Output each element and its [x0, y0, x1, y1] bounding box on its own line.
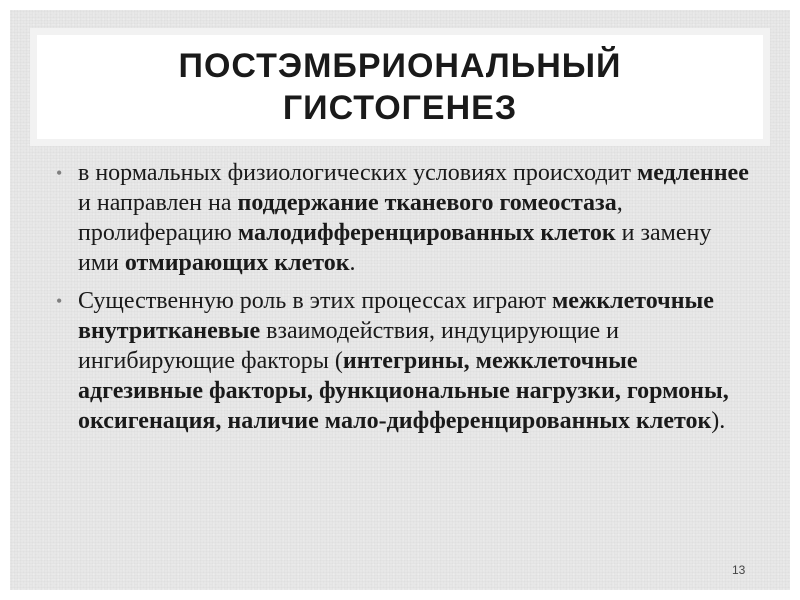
text-segment: .: [349, 250, 356, 276]
bullet-item: [54, 286, 754, 436]
text-segment: и направлен на: [78, 190, 238, 216]
text-segment: , пролиферацию: [78, 190, 623, 246]
bullet-text: [78, 160, 749, 276]
text-segment: взаимодействия, индуцирующие и ингибирующие факторы (: [78, 318, 620, 374]
bullet-dot-icon: •: [56, 291, 63, 311]
bullet-list: [54, 158, 754, 444]
text-segment: и замену ими: [78, 220, 712, 276]
slide-title: [179, 45, 622, 129]
page-number: 13: [732, 563, 746, 577]
title-line-1: ПОСТЭМБРИОНАЛЬНЫЙ: [178, 47, 622, 85]
bold-term: медленнее: [636, 160, 749, 186]
bold-term: отмирающих клеток: [124, 250, 350, 276]
text-segment: в нормальных физиологических условиях происходит: [78, 160, 637, 186]
bold-term: малодифференцированных клеток: [237, 220, 616, 246]
bold-term: поддержание тканевого гомеостаза: [237, 190, 617, 216]
bold-term: интегрины, межклеточные адгезивные факторы, функциональные нагрузки, гормоны, оксигенация, наличие мало-дифференцированных клеток: [78, 348, 729, 434]
slide: [10, 10, 790, 590]
title-line-2: ГИСТОГЕНЕЗ: [282, 89, 518, 127]
text-segment: Существенную роль в этих процессах играют: [78, 288, 552, 314]
text-segment: ).: [711, 408, 726, 434]
bullet-item: [54, 158, 754, 278]
bullet-text: [78, 288, 729, 434]
bold-term: межклеточные внутритканевые: [78, 288, 714, 344]
title-box: [30, 28, 770, 146]
bullet-dot-icon: •: [56, 163, 63, 183]
